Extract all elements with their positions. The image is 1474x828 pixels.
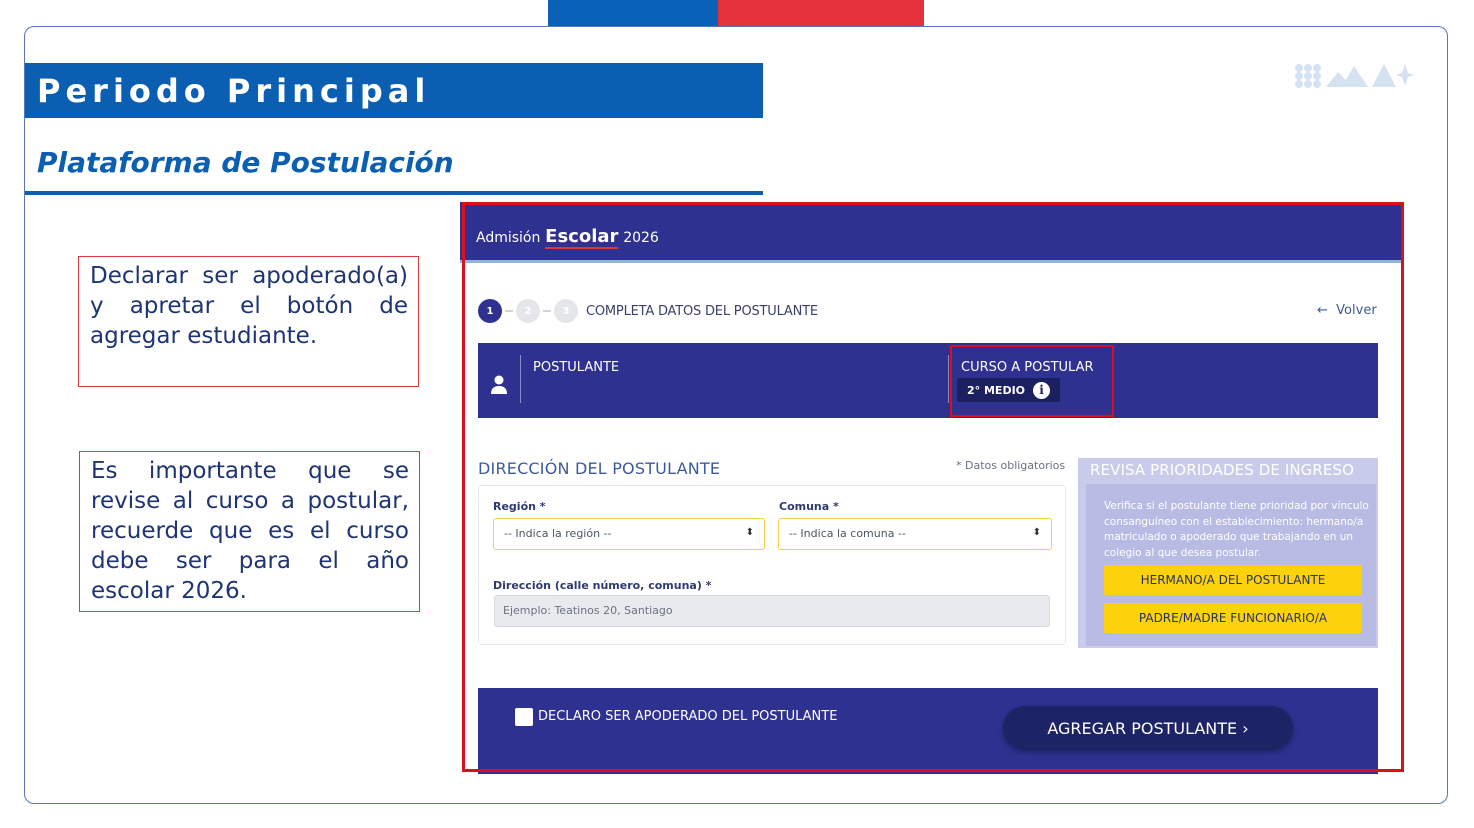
flag-red-stripe [718, 0, 924, 26]
step-3[interactable]: 3 [554, 299, 578, 323]
instruction-note-course: Es importante que se revise al curso a postular, recuerde que es el curso debe ser para el año escolar 2026. [79, 451, 420, 612]
required-note: * Datos obligatorios [956, 459, 1066, 472]
arrow-left-icon: ← [1317, 303, 1328, 318]
decorative-logo-icon [1294, 60, 1414, 90]
back-label: Volver [1336, 303, 1377, 318]
step-1[interactable]: 1 [478, 299, 502, 323]
instruction-note-declare: Declarar ser apoderado(a) y apretar el botón de agregar estudiante. [78, 256, 419, 387]
student-label: POSTULANTE [533, 360, 620, 375]
brand-year: 2026 [623, 230, 659, 246]
info-icon[interactable]: i [1033, 382, 1050, 399]
course-value: 2° MEDIO [967, 383, 1026, 397]
region-label: Región * [493, 500, 546, 513]
subtitle-underline [25, 191, 763, 195]
screenshot-highlight-box [462, 202, 1404, 772]
address-input[interactable]: Ejemplo: Teatinos 20, Santiago [494, 595, 1050, 627]
comuna-label: Comuna * [779, 500, 839, 513]
region-placeholder: -- Indica la región -- [504, 527, 612, 540]
priorities-text: Verifica si el postulante tiene prioridad por vínculo consanguíneo con el establecimiento: hermano/a matriculado o apoderado que trabajando en un colegio al que desea postular. [1104, 500, 1369, 559]
chevron-right-icon: › [1237, 718, 1249, 738]
priorities-title: REVISA PRIORIDADES DE INGRESO [1090, 461, 1355, 479]
course-label: CURSO A POSTULAR [961, 360, 1094, 375]
add-applicant-label: AGREGAR POSTULANTE [1047, 718, 1238, 738]
address-label: Dirección (calle número, comuna) * [493, 579, 712, 592]
comuna-placeholder: -- Indica la comuna -- [789, 527, 906, 540]
brand-main: Escolar [545, 226, 619, 247]
step-2[interactable]: 2 [516, 299, 540, 323]
declare-label: DECLARO SER APODERADO DEL POSTULANTE [538, 709, 838, 724]
sibling-button[interactable]: HERMANO/A DEL POSTULANTE [1104, 565, 1362, 595]
address-section-title: DIRECCIÓN DEL POSTULANTE [478, 459, 721, 478]
select-arrows-icon: ⬍ [1032, 527, 1041, 538]
slide-title: Periodo Principal [37, 72, 431, 110]
flag-blue-stripe [548, 0, 718, 26]
slide-subtitle: Plataforma de Postulación [37, 146, 454, 179]
brand-prefix: Admisión [476, 230, 541, 246]
select-arrows-icon: ⬍ [745, 527, 754, 538]
stepper-title: COMPLETA DATOS DEL POSTULANTE [586, 303, 818, 319]
parent-employee-button[interactable]: PADRE/MADRE FUNCIONARIO/A [1104, 603, 1362, 633]
title-bar [25, 63, 763, 118]
